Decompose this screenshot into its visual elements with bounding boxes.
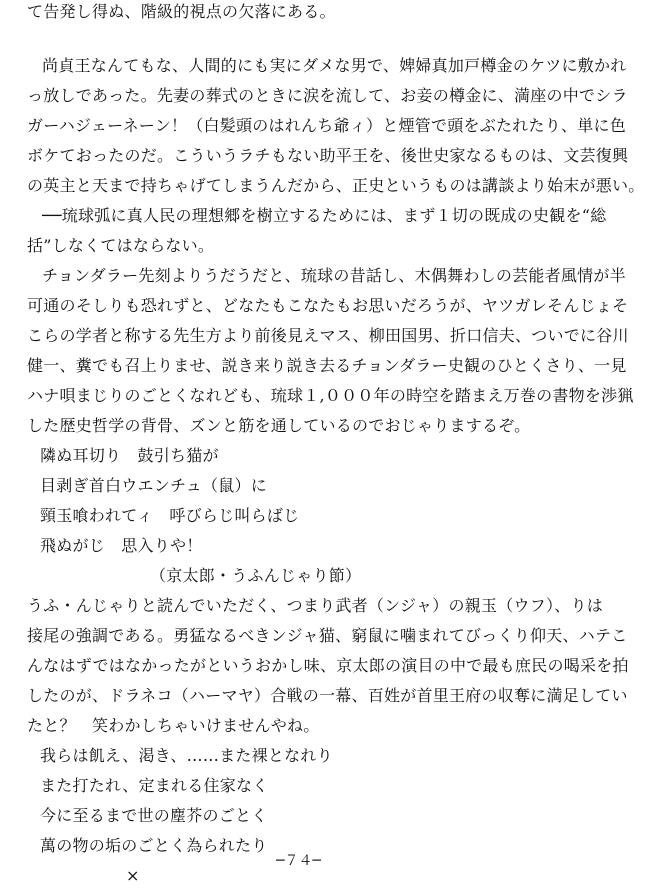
body-line-12: 健一、糞でも召上りませ、説き来り説き去るチョンダラー史観のひとくさり、一見 <box>27 356 627 375</box>
after-line-2: 接尾の強調である。勇猛なるべきンジャ猫、窮鼠に噛まれてびっくり仰天、ハテこ <box>27 626 628 645</box>
verse-line-4: 飛ぬがじ 思入りや！ <box>40 536 203 555</box>
poem-separator: × <box>126 866 140 885</box>
poem-line-2: また打たれ、定まれる住家なく <box>40 776 269 795</box>
verse-line-1: 隣ぬ耳切り 鼓引ち猫が <box>40 446 219 465</box>
after-line-4: したのが、ドラネコ（ハーマヤ）合戦の一幕、百姓が首里王府の収奪に満足してい <box>27 686 628 705</box>
after-line-5: たと？ 笑わかしちゃいけませんやね。 <box>27 716 320 735</box>
poem-line-1: 我らは飢え、渇き、……また裸となれり <box>40 746 333 765</box>
body-line-6: の英主と天まで持ちゃげてしまうんだから、正史というものは講談より始末が悪い。 <box>27 176 645 195</box>
body-line-4: ガーハジェーネーン！（白髪頭のはれんち爺ィ）と煙管で頭をぶたれたり、単に色 <box>27 116 627 135</box>
body-line-10: 可通のそしりも恐れずと、どなたもこなたもお思いだろうが、ヤツガレそんじょそ <box>27 296 629 315</box>
body-line-1: て告発し得ぬ、階級的視点の欠落にある。 <box>27 2 336 21</box>
page-number: ─７４─ <box>276 853 321 869</box>
verse-source: （京太郎・うふんじゃり節） <box>150 566 362 585</box>
body-line-9: チョンダラー先刻よりうだうだと、琉球の昔話し、木偶舞わしの芸能者風情が半 <box>42 266 626 285</box>
body-line-11: こらの学者と称する先生方より前後見えマス、柳田国男、折口信夫、ついでに谷川 <box>27 326 629 345</box>
verse-line-2: 目剥ぎ首白ウエンチュ（鼠）に <box>40 476 268 495</box>
poem-line-3: 今に至るまで世の塵芥のごとく <box>40 806 268 825</box>
body-line-8: 括”しなくてはならない。 <box>27 236 215 255</box>
body-line-14: した歴史哲学の背骨、ズンと筋を通しているのでおじゃりまするぞ。 <box>27 416 531 435</box>
body-line-13: ハナ唄まじりのごとくなれども、琉球１,０００年の時空を踏まえ万巻の書物を渉猟 <box>27 386 634 405</box>
body-line-3: っ放しであった。先妻の葬式のときに涙を流して、お妾の樽金に、満座の中でシラ <box>27 86 628 105</box>
poem-line-4: 萬の物の垢のごとく為られたり <box>40 836 268 855</box>
body-line-7: ──琉球弧に真人民の理想郷を樹立するためには、まず１切の既成の史観を“総 <box>42 206 607 225</box>
after-line-1: うふ・んじゃりと読んでいただく、つまり武者（ンジャ）の親玉（ウフ）、りは <box>27 596 603 615</box>
body-line-2: 尚貞王なんてもな、人間的にも実にダメな男で、婢婦真加戸樽金のケツに敷かれ <box>42 56 627 75</box>
verse-line-3: 頸玉喰われてィ 呼びらじ叫らばじ <box>40 506 300 525</box>
after-line-3: んなはずではなかったがというおかし味、京太郎の演目の中で最も庶民の喝采を拍 <box>27 656 629 675</box>
body-line-5: ボケておったのだ。こういうラチもない助平王を、後世史家なるものは、文芸復興 <box>27 146 629 165</box>
